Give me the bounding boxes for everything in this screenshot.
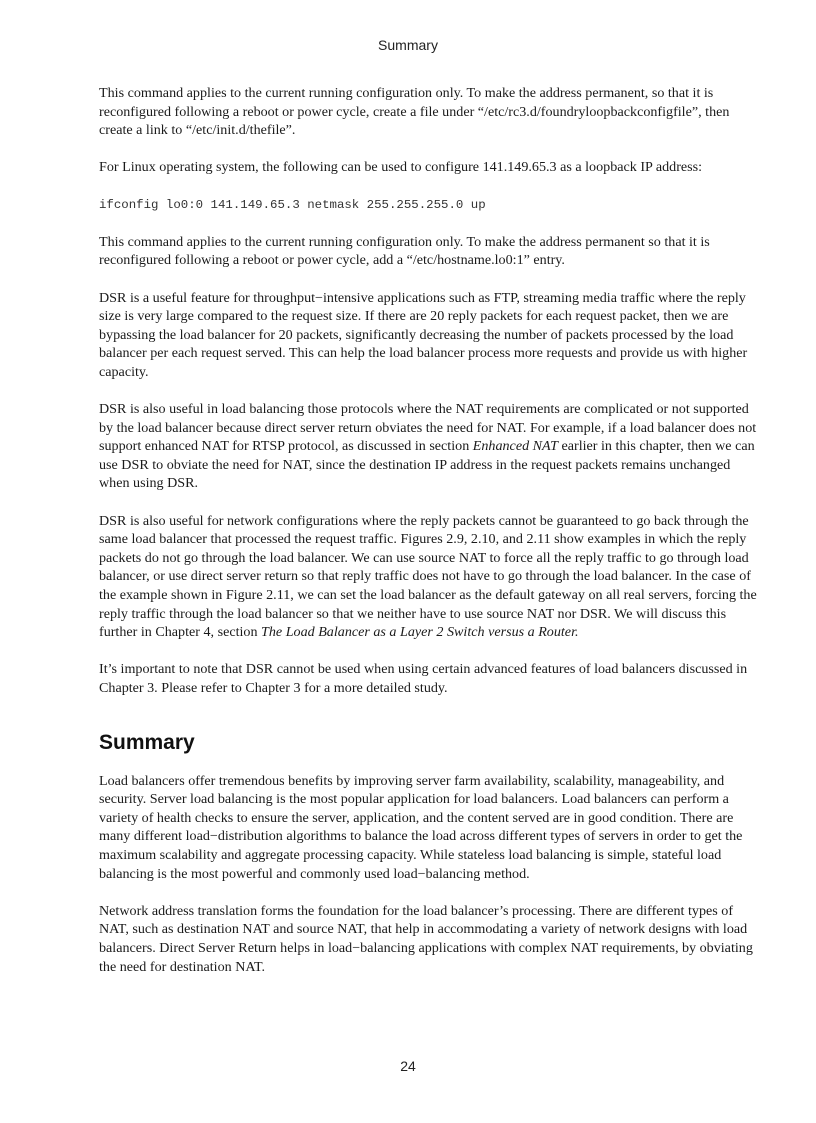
page-number: 24 xyxy=(400,1058,416,1074)
text-run: DSR is also useful for network configurations where the reply packets cannot be guaranteed to go back through the same load balancer that processed the request traffic. Figures 2.9, 2.10, and 2.11 show examples in which the reply packets do not go through the load balancer. We can use source NAT to force all the reply traffic to go through load balancer, or use direct server return so that reply traffic does not have to go through the load balancer. In the case of the example shown in Figure 2.11, we can set the load balancer as the default gateway on all real servers, forcing the reply traffic through the load balancer so that we neither have to use source NAT nor DSR. We will discuss this further in Chapter 4, section xyxy=(99,512,757,641)
paragraph-dsr-network xyxy=(99,512,763,642)
paragraph-dsr-throughput: DSR is a useful feature for throughput−intensive applications such as FTP, streaming media traffic where the reply size is very large compared to the request size. If there are 20 reply packets for each request packet, then we are bypassing the load balancer for 20 packets, significantly decreasing the number of packets processed by the load balancer per each request served. This can help the load balancer process more requests and provide us with higher capacity. xyxy=(99,289,748,380)
text-run: earlier in this chapter, then we can use DSR to obviate the need for NAT, since the destination IP address in the request packets remains unchanged when using DSR. xyxy=(99,438,755,492)
paragraph-summary-nat: Network address translation forms the foundation for the load balancer’s processing. There are different types of NAT, such as destination NAT and source NAT, that help in accommodating a variety of network designs with load balancers. Direct Server Return helps in load−balancing applications with complex NAT requirements, by obviating the need for destination NAT. xyxy=(99,902,753,975)
section-heading-summary: Summary xyxy=(99,730,195,754)
running-header: Summary xyxy=(378,37,438,53)
paragraph-summary-benefits: Load balancers offer tremendous benefits by improving server farm availability, scalability, manageability, and security. Server load balancing is the most popular application for load balancers. Load balancers can perform a variety of health checks to ensure the server, application, and the content served are in good condition. There are many different load−distribution algorithms to balance the load across different types of servers in order to get the maximum scalability and aggregate processing capacity. While stateless load balancing is simple, stateful load balancing is the most powerful and commonly used load−balancing method. xyxy=(99,772,743,882)
text-run: DSR is also useful in load balancing those protocols where the NAT requirements are complicated or not supported by the load balancer because direct server return obviates the need for NAT. For example, if a load balancer does not support enhanced NAT for RTSP protocol, as discussed in section xyxy=(99,401,757,455)
paragraph-linux-permanent: This command applies to the current running configuration only. To make the address permanent so that it is reconfigured following a reboot or power cycle, add a “/etc/hostname.lo0:1” entry. xyxy=(99,233,710,269)
section-reference: Enhanced NAT xyxy=(472,438,558,455)
code-ifconfig: ifconfig lo0:0 141.149.65.3 netmask 255.255.255.0 up xyxy=(99,197,486,212)
paragraph-dsr-nat xyxy=(99,400,763,493)
paragraph-linux-intro: For Linux operating system, the following can be used to configure 141.149.65.3 as a loopback IP address: xyxy=(99,159,703,176)
paragraph-solaris-permanent: This command applies to the current running configuration only. To make the address permanent, so that it is reconfigured following a reboot or power cycle, create a file under “/etc/rc3.d/foundryloopbackconfigfile”, then create a link to “/etc/init.d/thefile”. xyxy=(99,85,730,139)
paragraph-dsr-limitations: It’s important to note that DSR cannot be used when using certain advanced features of load balancers discussed in Chapter 3. Please refer to Chapter 3 for a more detailed study. xyxy=(99,661,748,696)
page-body xyxy=(99,84,763,995)
section-reference: The Load Balancer as a Layer 2 Switch versus a Router. xyxy=(261,624,579,641)
